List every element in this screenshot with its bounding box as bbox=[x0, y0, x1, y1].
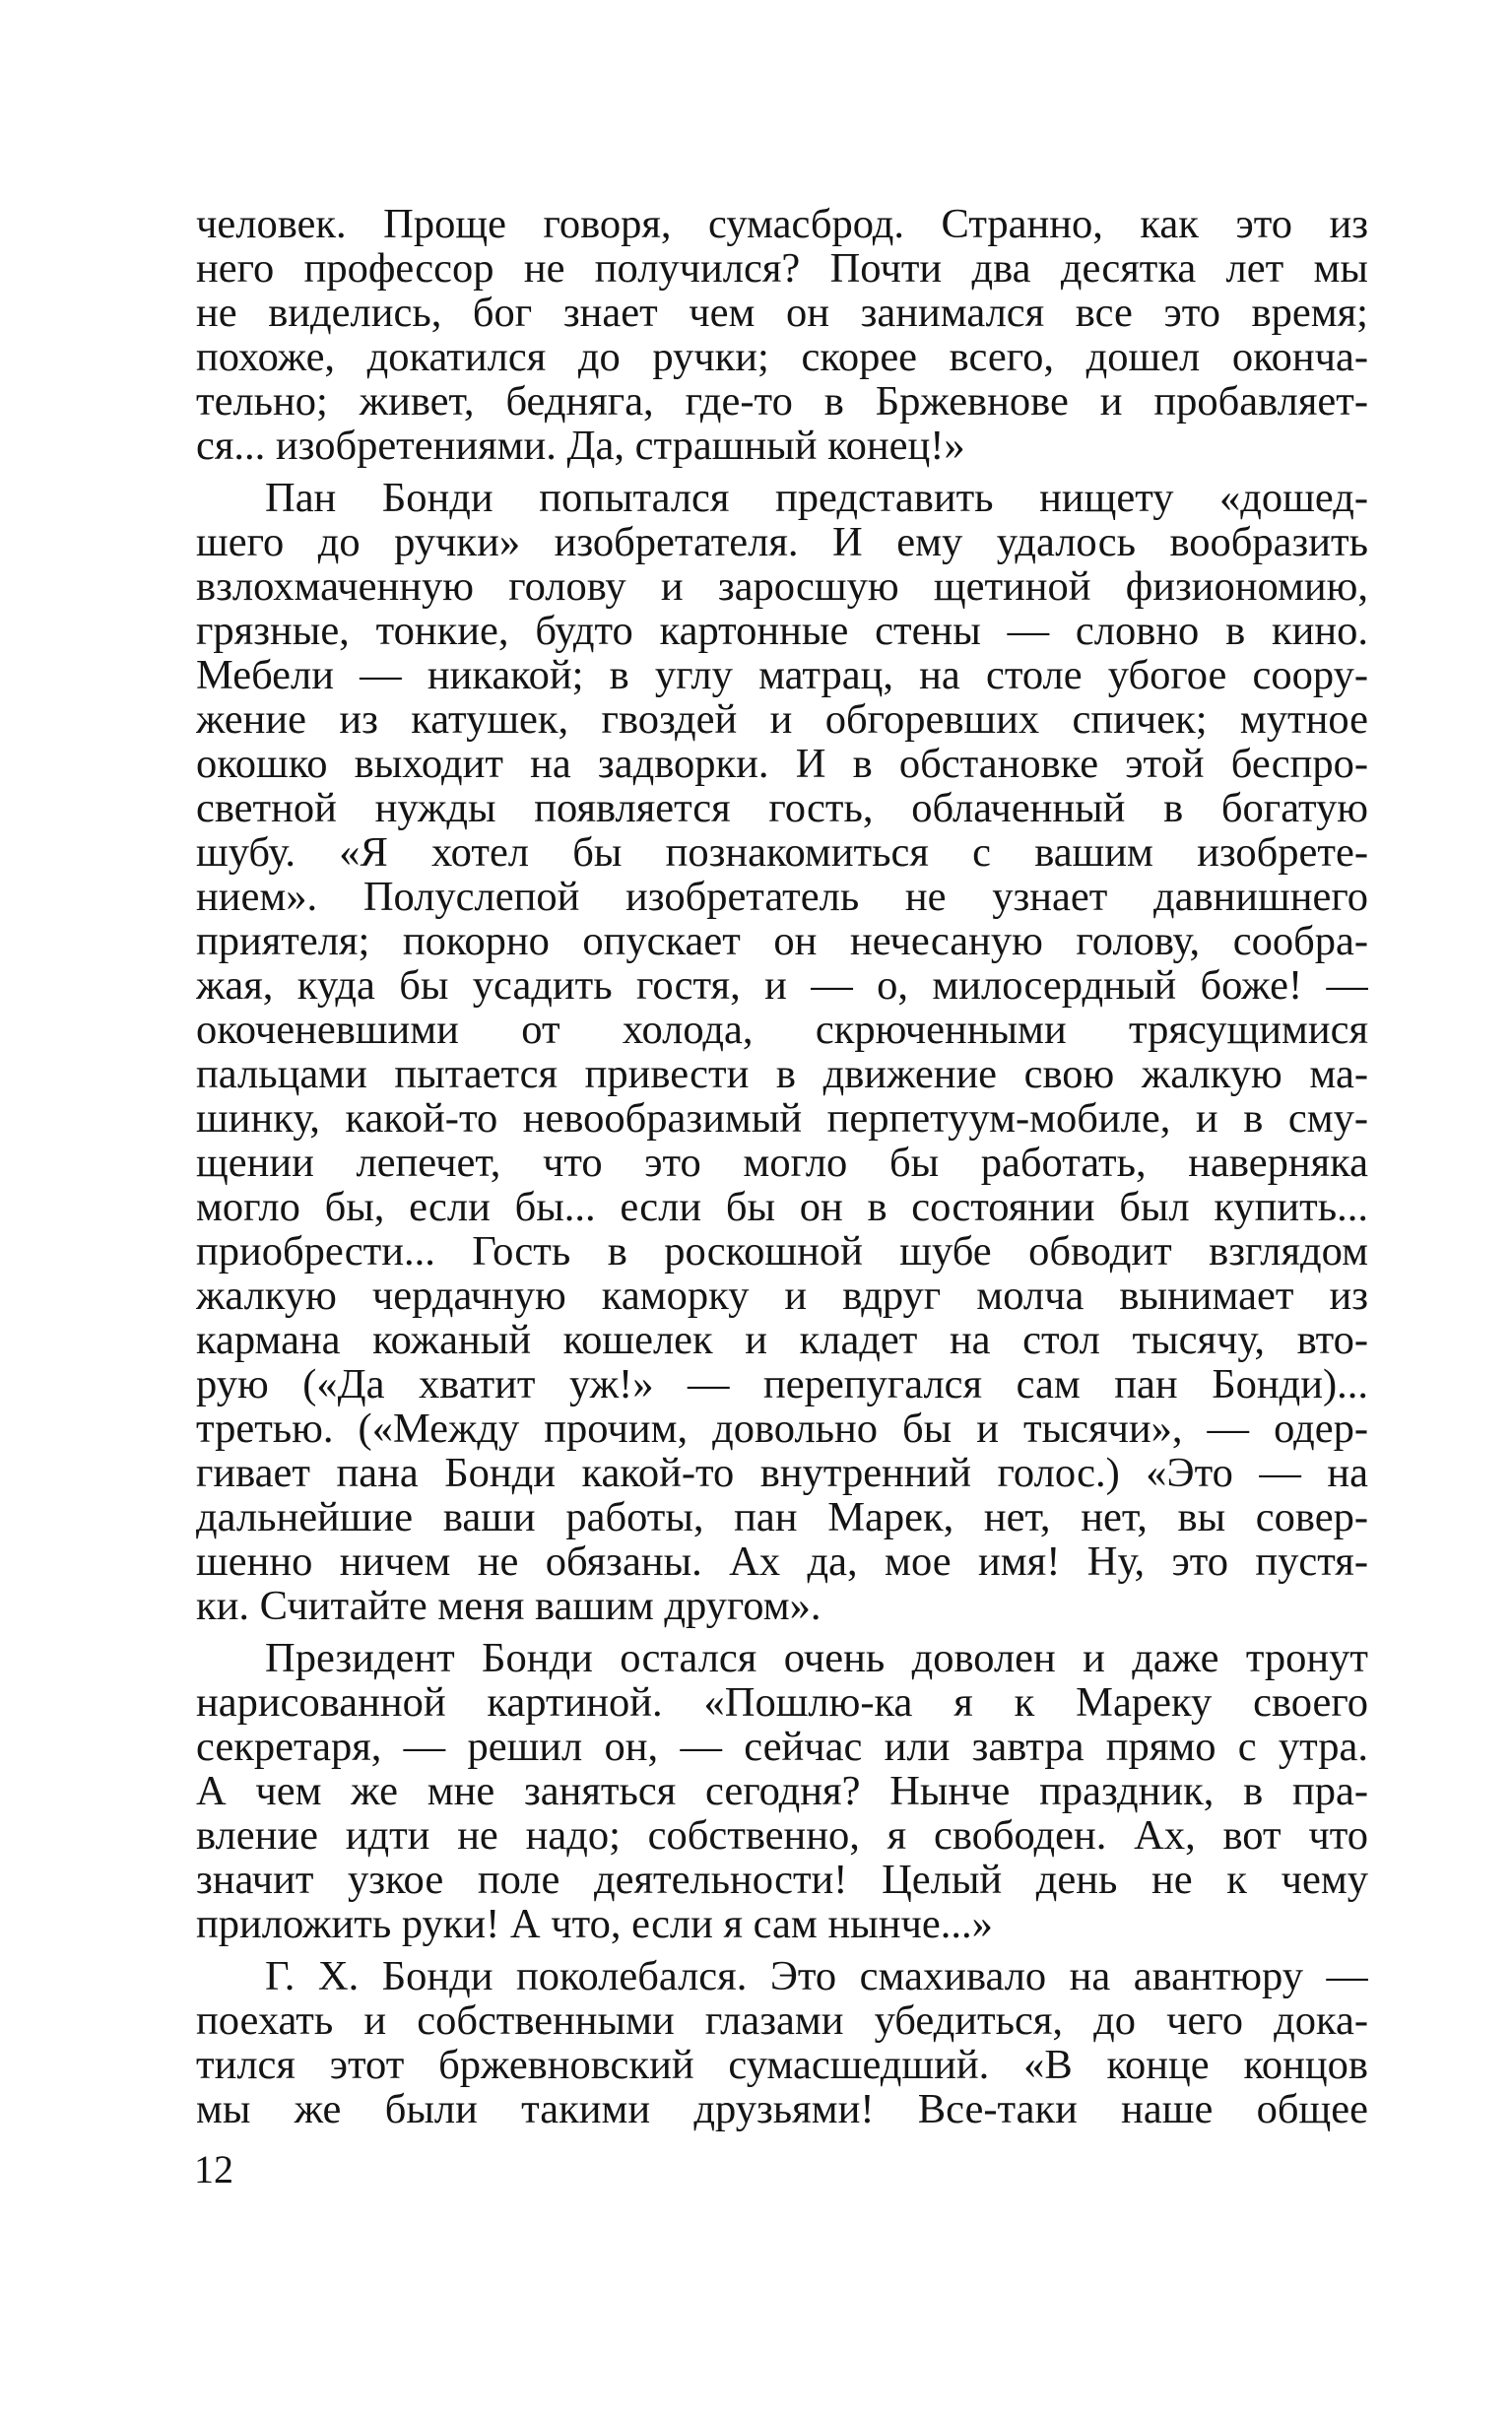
text-line: А чем же мне заняться сегодня? Нынче праздник, в пра- bbox=[196, 1769, 1368, 1813]
text-line: поехать и собственными глазами убедиться, до чего дока- bbox=[196, 1998, 1368, 2043]
text-line: шенно ничем не обязаны. Ах да, мое имя! Ну, это пустя- bbox=[196, 1539, 1368, 1584]
text-line: грязные, тонкие, будто картонные стены — словно в кино. bbox=[196, 609, 1368, 653]
text-line: третью. («Между прочим, довольно бы и тысячи», — одер- bbox=[196, 1406, 1368, 1451]
paragraph-2 bbox=[196, 476, 1368, 1628]
text-line: приложить руки! А что, если я сам нынче...» bbox=[196, 1902, 993, 1946]
text-line: шего до ручки» изобретателя. И ему удалось вообразить bbox=[196, 520, 1368, 564]
text-line: ся... изобретениями. Да, страшный конец!» bbox=[196, 424, 965, 468]
text-line: мы же были такими друзьями! Все-таки наше общее bbox=[196, 2087, 1368, 2131]
text-line: Пан Бонди попытался представить нищету «дошед- bbox=[265, 476, 1368, 520]
text-line: окошко выходит на задворки. И в обстановке этой беспро- bbox=[196, 742, 1368, 786]
text-line: жая, куда бы усадить гостя, и — о, милосердный боже! — bbox=[196, 963, 1368, 1008]
text-line: пальцами пытается привести в движение свою жалкую ма- bbox=[196, 1052, 1368, 1096]
text-line: кармана кожаный кошелек и кладет на стол тысячу, вто- bbox=[196, 1318, 1368, 1362]
text-line: светной нужды появляется гость, облаченный в богатую bbox=[196, 786, 1368, 830]
text-line: рую («Да хватит уж!» — перепугался сам пан Бонди)... bbox=[196, 1362, 1368, 1406]
text-line: Мебели — никакой; в углу матрац, на столе убогое соору- bbox=[196, 653, 1368, 697]
page-number: 12 bbox=[194, 2147, 233, 2191]
text-line: щении лепечет, что это могло бы работать, наверняка bbox=[196, 1141, 1368, 1185]
text-line: дальнейшие ваши работы, пан Марек, нет, нет, вы совер- bbox=[196, 1495, 1368, 1539]
text-line: человек. Проще говоря, сумасброд. Странно, как это из bbox=[196, 202, 1368, 246]
paragraph-3 bbox=[196, 1636, 1368, 1946]
text-line: секретаря, — решил он, — сейчас или завтра прямо с утра. bbox=[196, 1725, 1368, 1769]
text-line: приобрести... Гость в роскошной шубе обводит взглядом bbox=[196, 1229, 1368, 1274]
text-line: значит узкое поле деятельности! Целый день не к чему bbox=[196, 1858, 1368, 1902]
text-line: взлохмаченную голову и заросшую щетиной физиономию, bbox=[196, 564, 1368, 609]
text-line: шинку, какой-то невообразимый перпетуум-мобиле, и в сму- bbox=[196, 1096, 1368, 1141]
text-line: жалкую чердачную каморку и вдруг молча вынимает из bbox=[196, 1274, 1368, 1318]
text-line: вление идти не надо; собственно, я свободен. Ах, вот что bbox=[196, 1813, 1368, 1858]
text-line: гивает пана Бонди какой-то внутренний голос.) «Это — на bbox=[196, 1451, 1368, 1495]
text-line: окоченевшими от холода, скрюченными трясущимися bbox=[196, 1008, 1368, 1052]
text-line: шубу. «Я хотел бы познакомиться с вашим изобрете- bbox=[196, 830, 1368, 875]
text-line: приятеля; покорно опускает он нечесаную голову, сообра- bbox=[196, 919, 1368, 963]
text-line: могло бы, если бы... если бы он в состоянии был купить... bbox=[196, 1185, 1368, 1229]
text-line: похоже, докатился до ручки; скорее всего, дошел оконча- bbox=[196, 335, 1368, 379]
text-line: него профессор не получился? Почти два десятка лет мы bbox=[196, 246, 1368, 291]
paragraph-1 bbox=[196, 202, 1368, 468]
text-line: тился этот бржевновский сумасшедший. «В конце концов bbox=[196, 2043, 1368, 2087]
text-line: ки. Считайте меня вашим другом». bbox=[196, 1584, 822, 1628]
text-line: не виделись, бог знает чем он занимался все это время; bbox=[196, 291, 1368, 335]
text-line: Г. Х. Бонди поколебался. Это смахивало на авантюру — bbox=[265, 1954, 1368, 1998]
text-line: жение из катушек, гвоздей и обгоревших спичек; мутное bbox=[196, 697, 1368, 742]
text-line: тельно; живет, бедняга, где-то в Бржевнове и пробавляет- bbox=[196, 379, 1368, 424]
text-line: Президент Бонди остался очень доволен и даже тронут bbox=[265, 1636, 1368, 1680]
paragraph-4 bbox=[196, 1954, 1368, 2131]
body-text bbox=[196, 202, 1368, 2131]
text-line: нарисованной картиной. «Пошлю-ка я к Мареку своего bbox=[196, 1680, 1368, 1725]
text-line: нием». Полуслепой изобретатель не узнает давнишнего bbox=[196, 875, 1368, 919]
